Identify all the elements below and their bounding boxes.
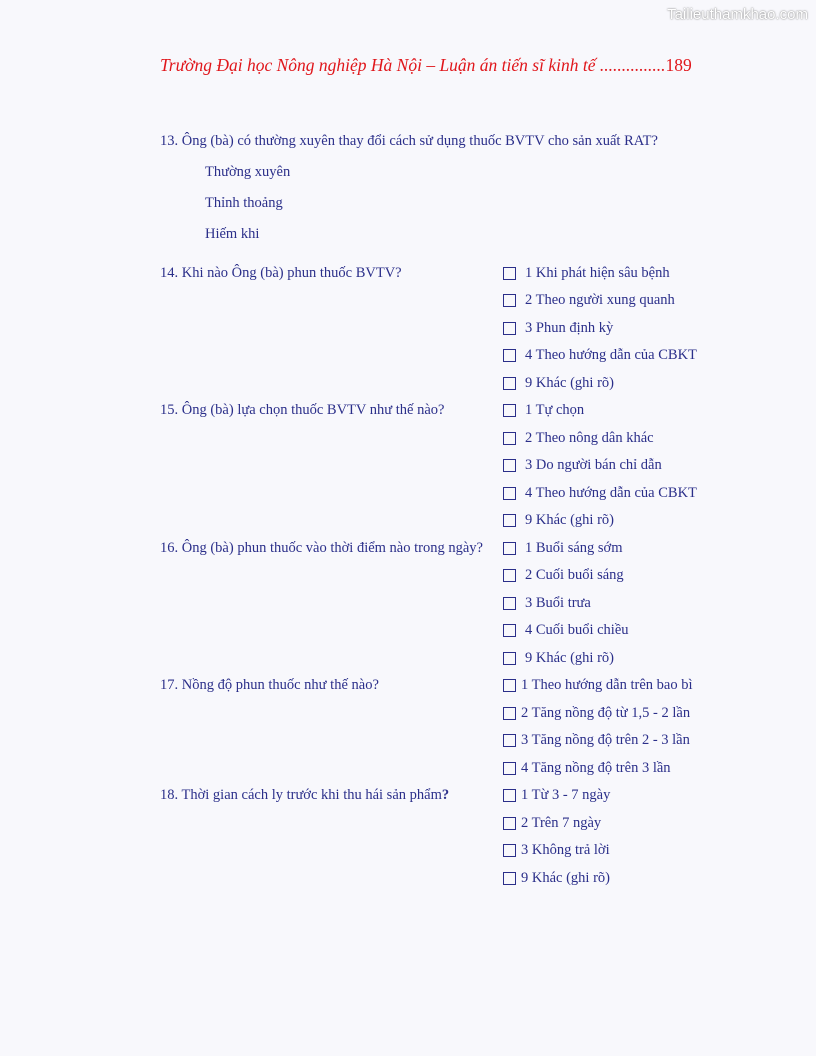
option-label: 4 Cuối buổi chiều	[525, 622, 629, 638]
option-label: 9 Khác (ghi rõ)	[525, 512, 614, 528]
q16-option-4[interactable]	[503, 622, 629, 639]
q15-option-1[interactable]	[503, 402, 584, 419]
checkbox[interactable]	[503, 404, 516, 417]
option-label: 3 Phun định kỳ	[525, 320, 614, 336]
question-18	[160, 787, 449, 804]
q16-option-9[interactable]	[503, 650, 614, 667]
checkbox[interactable]	[503, 377, 516, 390]
question-18-text: 18. Thời gian cách ly trước khi thu hái sản phẩm	[160, 787, 442, 803]
q14-option-1[interactable]	[503, 265, 670, 282]
q15-option-4[interactable]	[503, 485, 697, 502]
option-label: 9 Khác (ghi rõ)	[525, 375, 614, 391]
option-label: 3 Không trả lời	[521, 842, 610, 858]
question-14: 14. Khi nào Ông (bà) phun thuốc BVTV?	[160, 265, 402, 281]
checkbox[interactable]	[503, 679, 516, 692]
q14-option-2[interactable]	[503, 292, 675, 309]
q15-option-9[interactable]	[503, 512, 614, 529]
q16-option-3[interactable]	[503, 595, 591, 612]
q15-option-2[interactable]	[503, 430, 654, 447]
option-label: 1 Buổi sáng sớm	[525, 540, 623, 556]
option-label: 1 Từ 3 - 7 ngày	[521, 787, 611, 803]
option-label: 9 Khác (ghi rõ)	[521, 870, 610, 886]
checkbox[interactable]	[503, 322, 516, 335]
checkbox[interactable]	[503, 597, 516, 610]
checkbox[interactable]	[503, 817, 516, 830]
checkbox[interactable]	[503, 487, 516, 500]
option-label: 4 Tăng nồng độ trên 3 lần	[521, 760, 671, 776]
checkbox[interactable]	[503, 432, 516, 445]
checkbox[interactable]	[503, 459, 516, 472]
option-label: 1 Theo hướng dẫn trên bao bì	[521, 677, 693, 693]
q18-option-2[interactable]	[503, 815, 601, 832]
checkbox[interactable]	[503, 569, 516, 582]
q18-option-9[interactable]	[503, 870, 610, 887]
q17-option-2[interactable]	[503, 705, 690, 722]
option-label: 9 Khác (ghi rõ)	[525, 650, 614, 666]
q18-option-1[interactable]	[503, 787, 610, 804]
checkbox[interactable]	[503, 294, 516, 307]
option-label: 2 Theo nông dân khác	[525, 430, 654, 446]
q14-option-3[interactable]	[503, 320, 613, 337]
header-title: Trường Đại học Nông nghiệp Hà Nội – Luận án tiến sĩ kinh tế ...............	[160, 55, 666, 75]
q14-option-9[interactable]	[503, 375, 614, 392]
q17-option-3[interactable]	[503, 732, 690, 749]
q14-option-4[interactable]	[503, 347, 697, 364]
option-label: 2 Theo người xung quanh	[525, 292, 675, 308]
option-label: 2 Trên 7 ngày	[521, 815, 602, 831]
checkbox[interactable]	[503, 789, 516, 802]
q13-option-1: Thường xuyên	[205, 164, 291, 180]
question-17: 17. Nồng độ phun thuốc như thế nào?	[160, 677, 379, 693]
option-label: 4 Theo hướng dẫn của CBKT	[525, 485, 697, 501]
checkbox[interactable]	[503, 349, 516, 362]
checkbox[interactable]	[503, 652, 516, 665]
option-label: 3 Buổi trưa	[525, 595, 591, 611]
question-18-mark: ?	[441, 787, 450, 803]
q16-option-2[interactable]	[503, 567, 624, 584]
option-label: 3 Tăng nồng độ trên 2 - 3 lần	[521, 732, 690, 748]
q13-option-2: Thỉnh thoảng	[205, 195, 283, 211]
option-label: 2 Cuối buổi sáng	[525, 567, 624, 583]
watermark: Tailieuthamkhao.com	[667, 6, 808, 23]
q15-option-3[interactable]	[503, 457, 662, 474]
option-label: 1 Khi phát hiện sâu bệnh	[525, 265, 670, 281]
checkbox[interactable]	[503, 514, 516, 527]
checkbox[interactable]	[503, 267, 516, 280]
checkbox[interactable]	[503, 762, 516, 775]
question-15: 15. Ông (bà) lựa chọn thuốc BVTV như thế nào?	[160, 402, 445, 418]
page-number: 189	[665, 55, 692, 75]
page-header	[160, 55, 700, 76]
checkbox[interactable]	[503, 624, 516, 637]
option-label: 3 Do người bán chỉ dẫn	[525, 457, 662, 473]
question-13: 13. Ông (bà) có thường xuyên thay đổi cách sử dụng thuốc BVTV cho sản xuất RAT?	[160, 133, 658, 149]
checkbox[interactable]	[503, 844, 516, 857]
q17-option-4[interactable]	[503, 760, 671, 777]
question-16: 16. Ông (bà) phun thuốc vào thời điểm nào trong ngày?	[160, 540, 483, 556]
option-label: 4 Theo hướng dẫn của CBKT	[525, 347, 697, 363]
checkbox[interactable]	[503, 707, 516, 720]
checkbox[interactable]	[503, 872, 516, 885]
checkbox[interactable]	[503, 734, 516, 747]
option-label: 2 Tăng nồng độ từ 1,5 - 2 lần	[521, 705, 691, 721]
q17-option-1[interactable]	[503, 677, 693, 694]
q18-option-3[interactable]	[503, 842, 610, 859]
q13-option-3: Hiếm khi	[205, 226, 260, 242]
checkbox[interactable]	[503, 542, 516, 555]
q16-option-1[interactable]	[503, 540, 623, 557]
option-label: 1 Tự chọn	[525, 402, 585, 418]
